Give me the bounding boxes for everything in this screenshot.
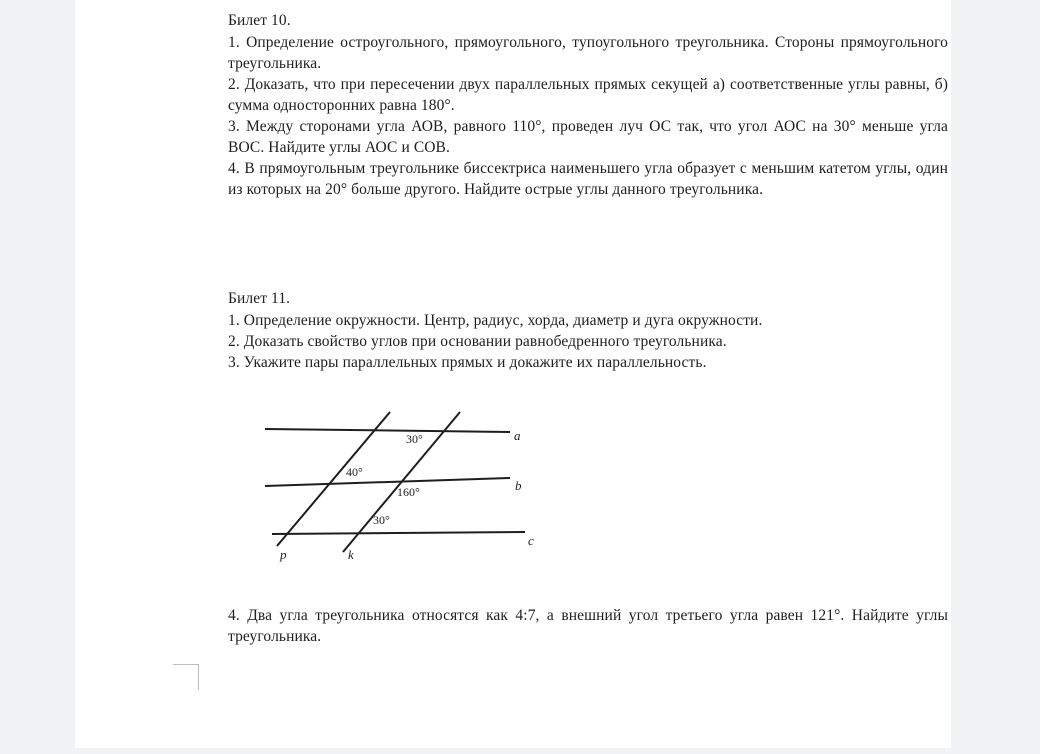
ticket-10-title: Билет 10. — [228, 12, 291, 29]
angle-label-left-mid: 40° — [346, 465, 363, 479]
line-a — [265, 429, 510, 432]
line-b — [265, 478, 510, 486]
line-label-a: a — [514, 428, 521, 443]
ticket-11-title: Билет 11. — [228, 290, 291, 307]
angle-label-top: 30° — [406, 432, 423, 446]
ticket-11-question-1: 1. Определение окружности. Центр, радиус, хорда, диаметр и дуга окружности. — [228, 312, 763, 329]
line-label-p: p — [280, 547, 287, 562]
ticket-10-question-4: 4. В прямоугольным треугольнике биссектриса наименьшего угла образует с меньшим катетом углы, один из которых на 20° больше другого. Найдите острые углы данного треугольника. — [228, 160, 948, 198]
parallel-lines-figure — [260, 410, 560, 570]
ticket-10-question-1: 1. Определение остроугольного, прямоугольного, тупоугольного треугольника. Стороны прямоугольного треугольника. — [228, 34, 948, 72]
angle-label-bottom: 30° — [373, 513, 390, 527]
ticket-10 — [228, 10, 948, 200]
ticket-11-question-3: 3. Укажите пары параллельных прямых и докажите их параллельность. — [228, 354, 707, 371]
document-page — [75, 0, 951, 748]
ticket-10-question-3: 3. Между сторонами угла АОВ, равного 110°, проведен луч ОС так, что угол АОС на 30° меньше угла ВОС. Найдите углы АОС и СОВ. — [228, 118, 948, 156]
line-c — [272, 532, 525, 534]
ticket-11-question-2: 2. Доказать свойство углов при основании равнобедренного треугольника. — [228, 333, 727, 350]
ticket-11 — [228, 288, 948, 373]
page-corner-mark — [173, 664, 199, 690]
line-label-b: b — [515, 478, 522, 493]
ticket-11-question-4-block — [228, 605, 948, 647]
parallel-lines-diagram — [260, 410, 560, 570]
line-label-k: k — [348, 547, 354, 562]
ticket-10-question-2: 2. Доказать, что при пересечении двух параллельных прямых секущей а) соответственные углы равны, б) сумма односторонних равна 180°. — [228, 76, 948, 114]
ticket-11-question-4: 4. Два угла треугольника относятся как 4:7, а внешний угол третьего угла равен 121°. Найдите углы треугольника. — [228, 607, 948, 645]
line-label-c: c — [528, 533, 534, 548]
angle-label-right-mid: 160° — [397, 485, 420, 499]
